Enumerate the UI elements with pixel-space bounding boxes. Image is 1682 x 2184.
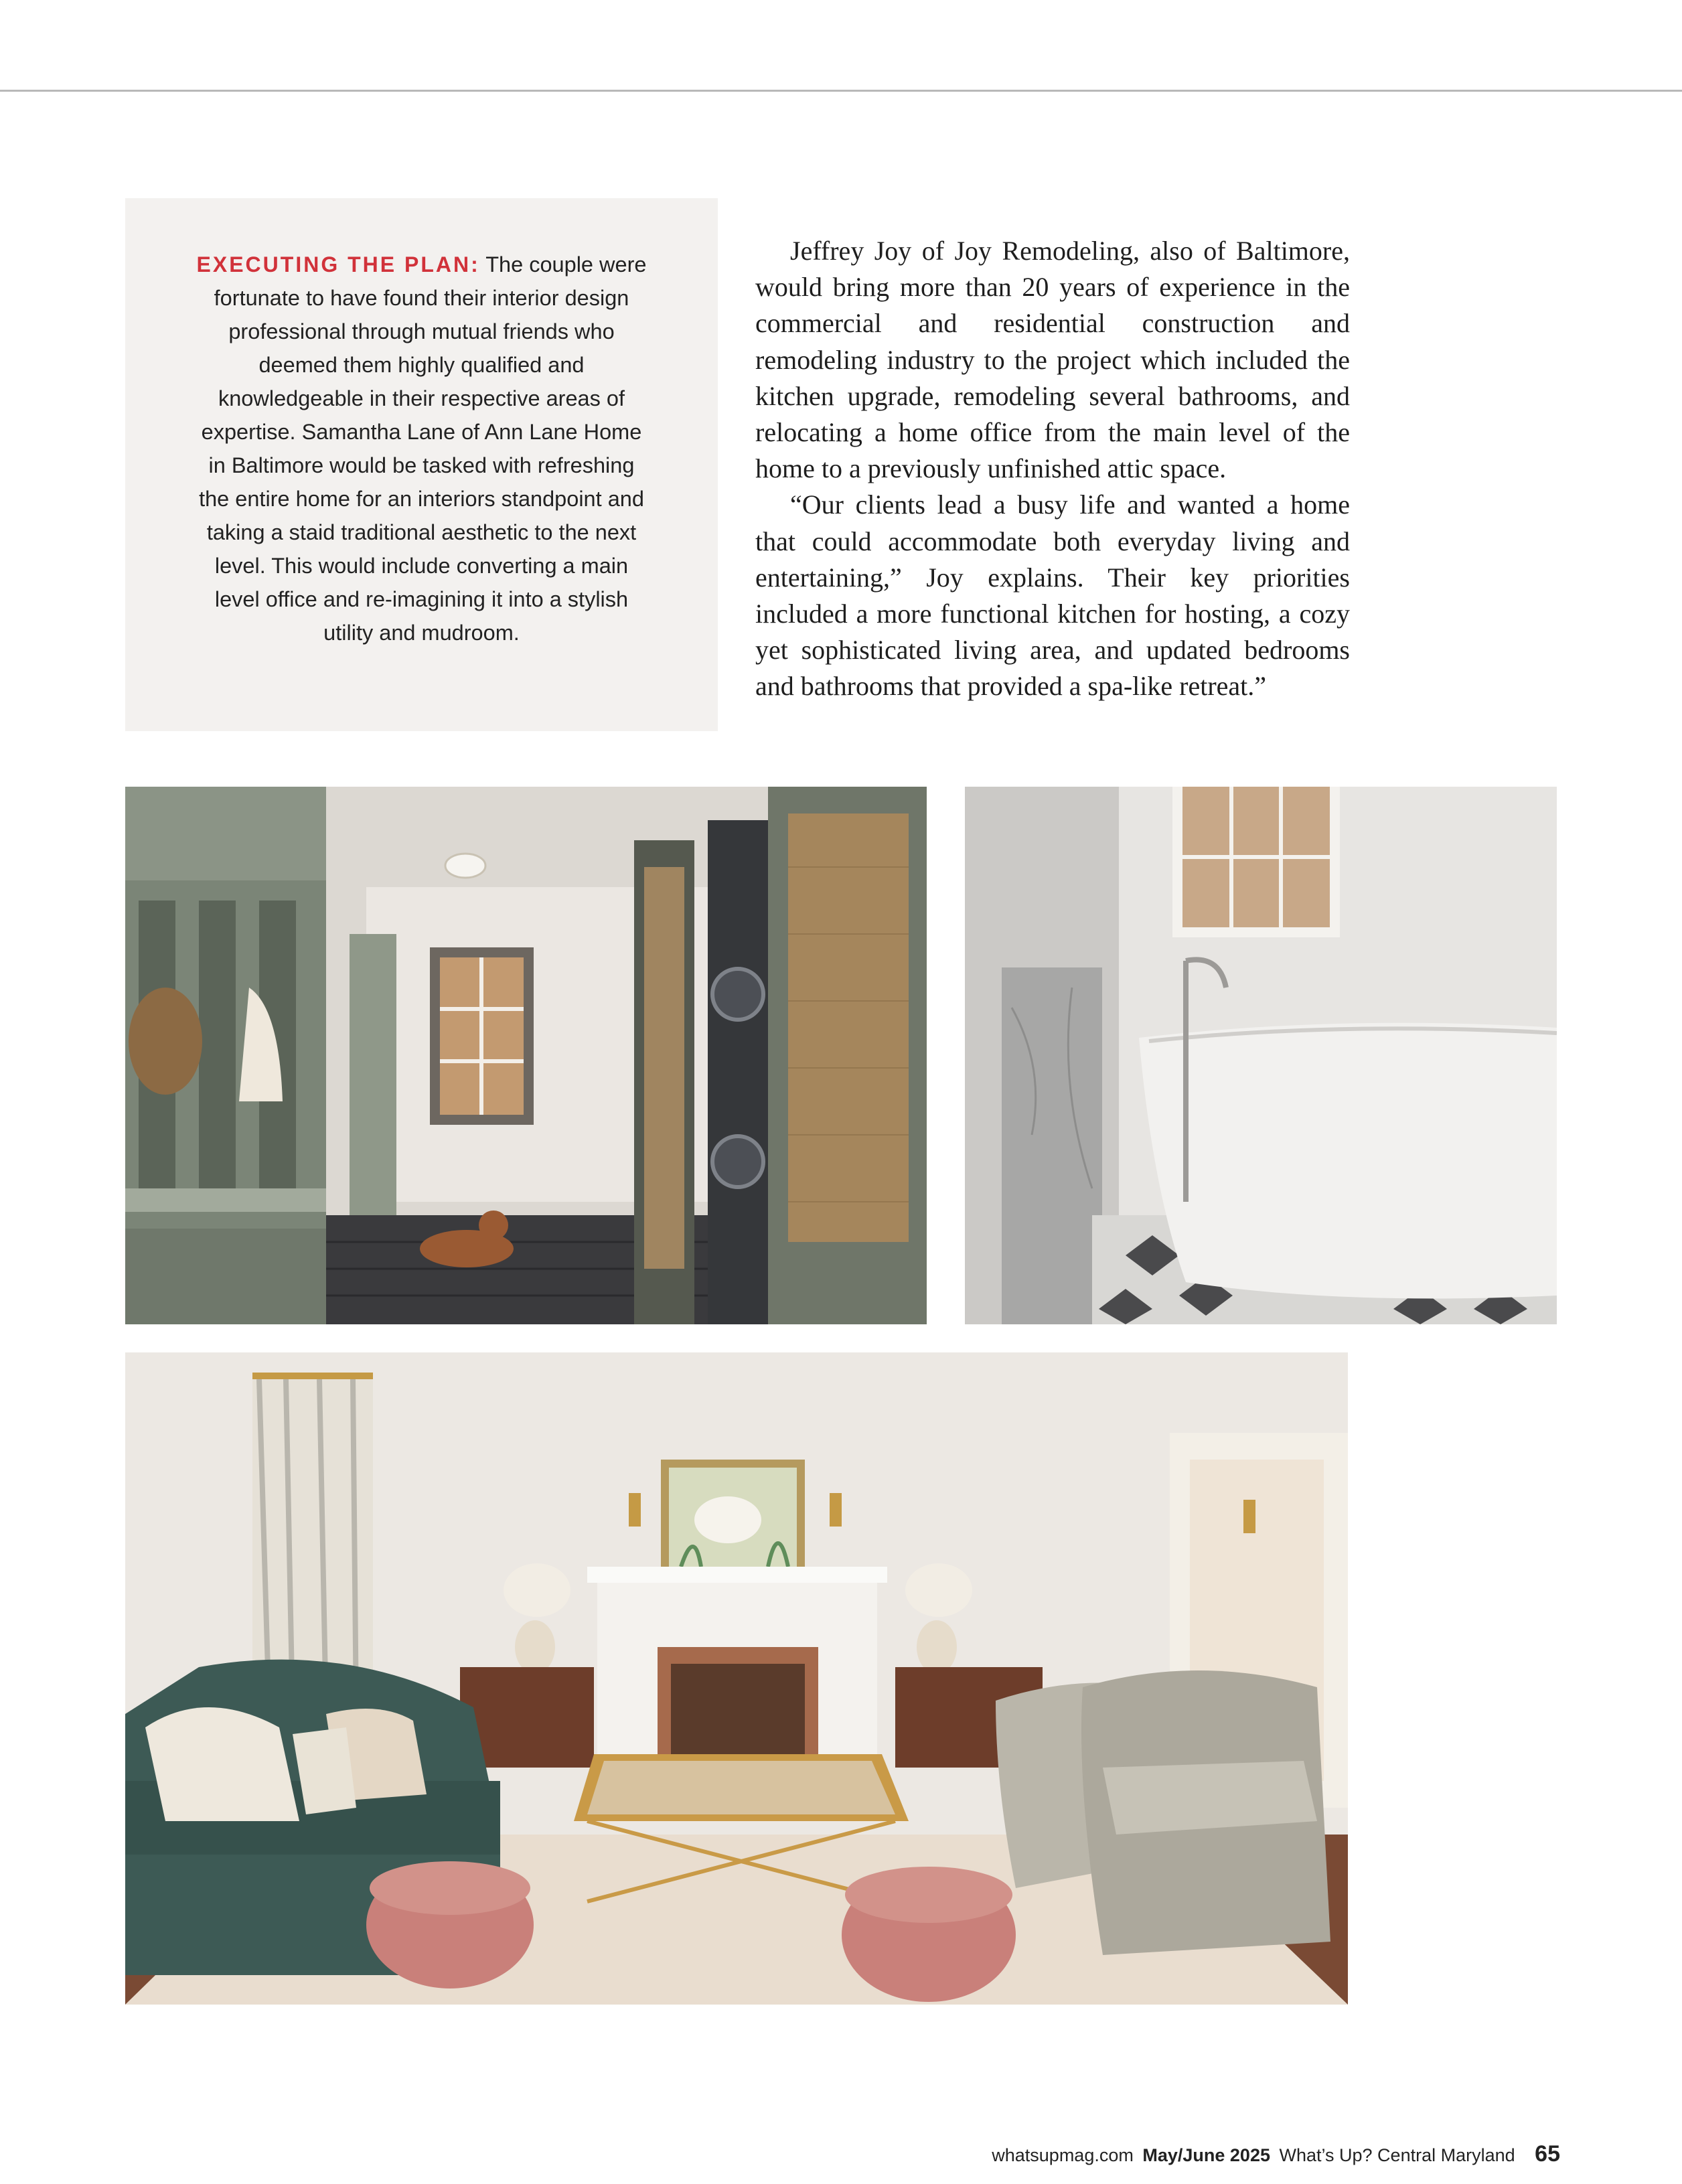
page-number: 65 [1535, 2141, 1560, 2167]
footer-issue: May/June 2025 [1142, 2145, 1270, 2165]
bathroom-photo [965, 787, 1557, 1324]
top-rule [0, 90, 1682, 92]
sidebar-text: The couple were fortunate to have found their interior design professional through mutual friends who deemed them highly qualified and knowledgeable in their respective areas of expertise. Samantha Lane of Ann Lane Home in Baltimore would be tasked with refreshing the entire home for an interiors standpoint and taking a staid traditional aesthetic to the next level. This would include converting a main level office and re-imagining it into a stylish utility and mudroom. [199, 252, 647, 645]
mudroom-photo [125, 787, 927, 1324]
sidebar-lead: EXECUTING THE PLAN: [196, 252, 480, 277]
article-paragraph-1: Jeffrey Joy of Joy Remodeling, also of Baltimore, would bring more than 20 years of experience in the commercial and residential construction and remodeling industry to the project which included the kitchen upgrade, remodeling several bathrooms, and relocating a home office from the main level of the home to a previously unfinished attic space. [755, 236, 1350, 484]
footer-site: whatsupmag.com [992, 2145, 1134, 2165]
page-footer [992, 2141, 1560, 2167]
living-room-photo [125, 1352, 1348, 2005]
footer-publication: What’s Up? Central Maryland [1279, 2145, 1515, 2165]
sidebar-box [125, 198, 718, 731]
article-paragraph-2: “Our clients lead a busy life and wanted a home that could accommodate both everyday living and entertaining,” Joy explains. Their key priorities included a more functional kitchen for hosting, a cozy yet sophisticated living area, and updated bedrooms and bathrooms that provided a spa-like retreat.” [755, 489, 1350, 702]
article-body [755, 233, 1350, 705]
